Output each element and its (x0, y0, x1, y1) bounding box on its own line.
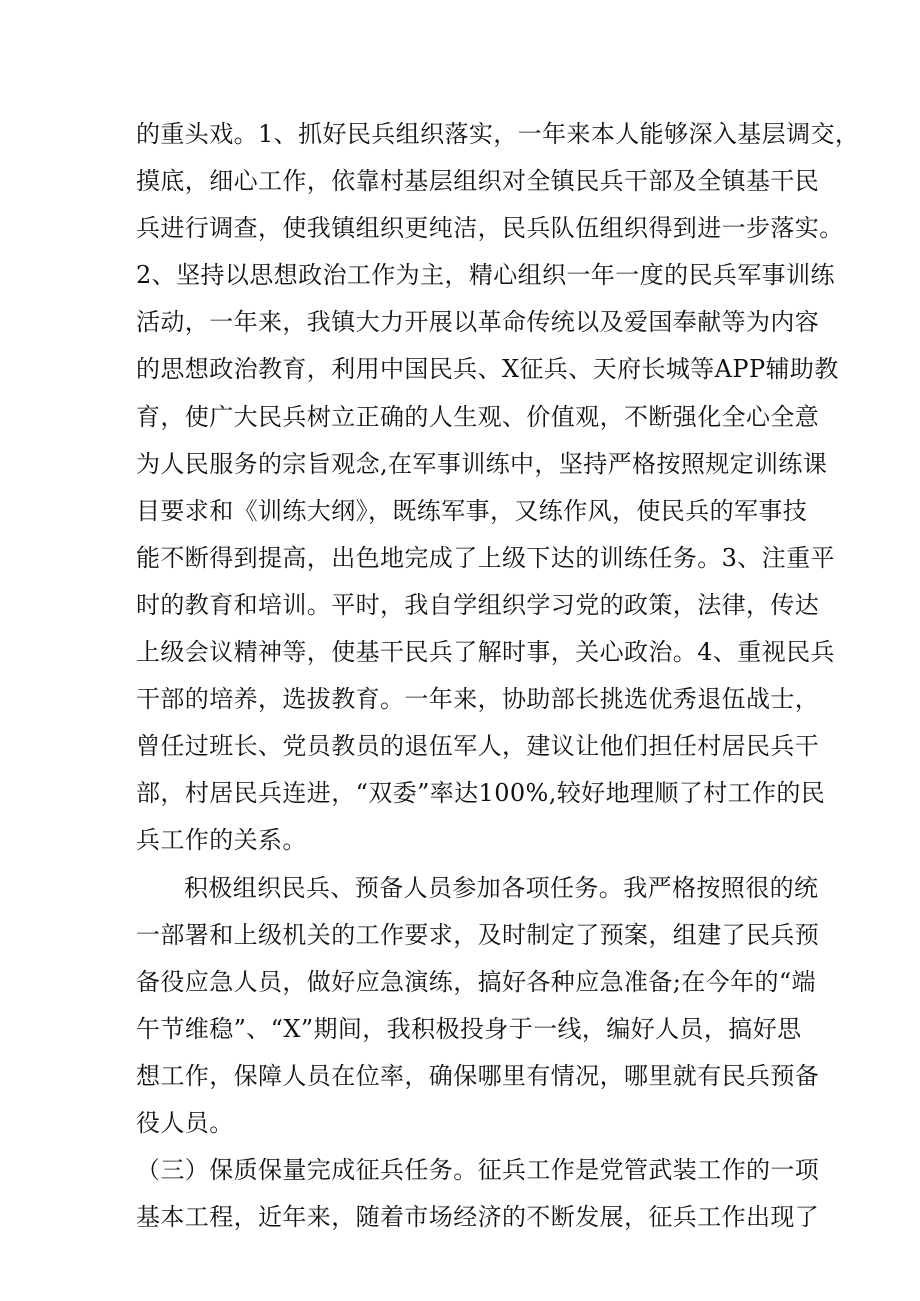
text-line: 目要求和《训练大纲》，既练军事，又练作风，使民兵的军事技 (136, 496, 808, 525)
section-heading-line: （三）保质保量完成征兵任务。征兵工作是党管武装工作的一项 (136, 1156, 820, 1185)
text-line: 备役应急人员，做好应急演练，搞好各种应急准备;在今年的“端 (136, 967, 816, 996)
text-line: 为人民服务的宗旨观念,在军事训练中，坚持严格按照规定训练课 (136, 449, 828, 478)
text-line: 一部署和上级机关的工作要求，及时制定了预案，组建了民兵预 (136, 920, 820, 949)
text-line: 午节维稳”、“X”期间，我积极投身于一线，编好人员，搞好思 (136, 1014, 802, 1043)
text-line: 2、坚持以思想政治工作为主，精心组织一年一度的民兵军事训练 (136, 261, 835, 290)
text-line: 能不断得到提高，出色地完成了上级下达的训练任务。3、注重平 (136, 543, 835, 572)
text-line: 兵工作的关系。 (136, 826, 307, 855)
text-line: 兵进行调查，使我镇组织更纯洁，民兵队伍组织得到进一步落实。 (136, 214, 844, 243)
text-line: 的重头戏。1、抓好民兵组织落实，一年来本人能够深入基层调交， (136, 120, 860, 148)
text-line: 役人员。 (136, 1108, 234, 1137)
text-line: 时的教育和培训。平时，我自学组织学习党的政策，法律，传达 (136, 590, 820, 619)
text-line: 的思想政治教育，利用中国民兵、X征兵、天府长城等APP辅助教 (136, 355, 839, 384)
body-text (136, 111, 860, 1241)
text-line: 育，使广大民兵树立正确的人生观、价值观，不断强化全心全意 (136, 402, 820, 431)
text-line: 曾任过班长、党员教员的退伍军人，建议让他们担任村居民兵干 (136, 732, 820, 761)
text-line: 想工作，保障人员在位率，确保哪里有情况，哪里就有民兵预备 (136, 1061, 820, 1090)
text-line: 干部的培养，选拔教育。一年来，协助部长挑选优秀退伍战士， (136, 685, 820, 714)
text-line: 活动，一年来，我镇大力开展以革命传统以及爱国奉献等为内容 (136, 308, 820, 337)
text-line: 基本工程，近年来，随着市场经济的不断发展，征兵工作出现了 (136, 1203, 820, 1232)
text-line: 上级会议精神等，使基干民兵了解时事，关心政治。4、重视民兵 (136, 638, 835, 667)
text-line: 部，村居民兵连进，“双委”率达100%,较好地理顺了村工作的民 (136, 779, 826, 808)
paragraph-start-line: 积极组织民兵、预备人员参加各项任务。我严格按照很的统 (184, 873, 819, 902)
text-line: 摸底，细心工作，依靠村基层组织对全镇民兵干部及全镇基干民 (136, 167, 820, 196)
